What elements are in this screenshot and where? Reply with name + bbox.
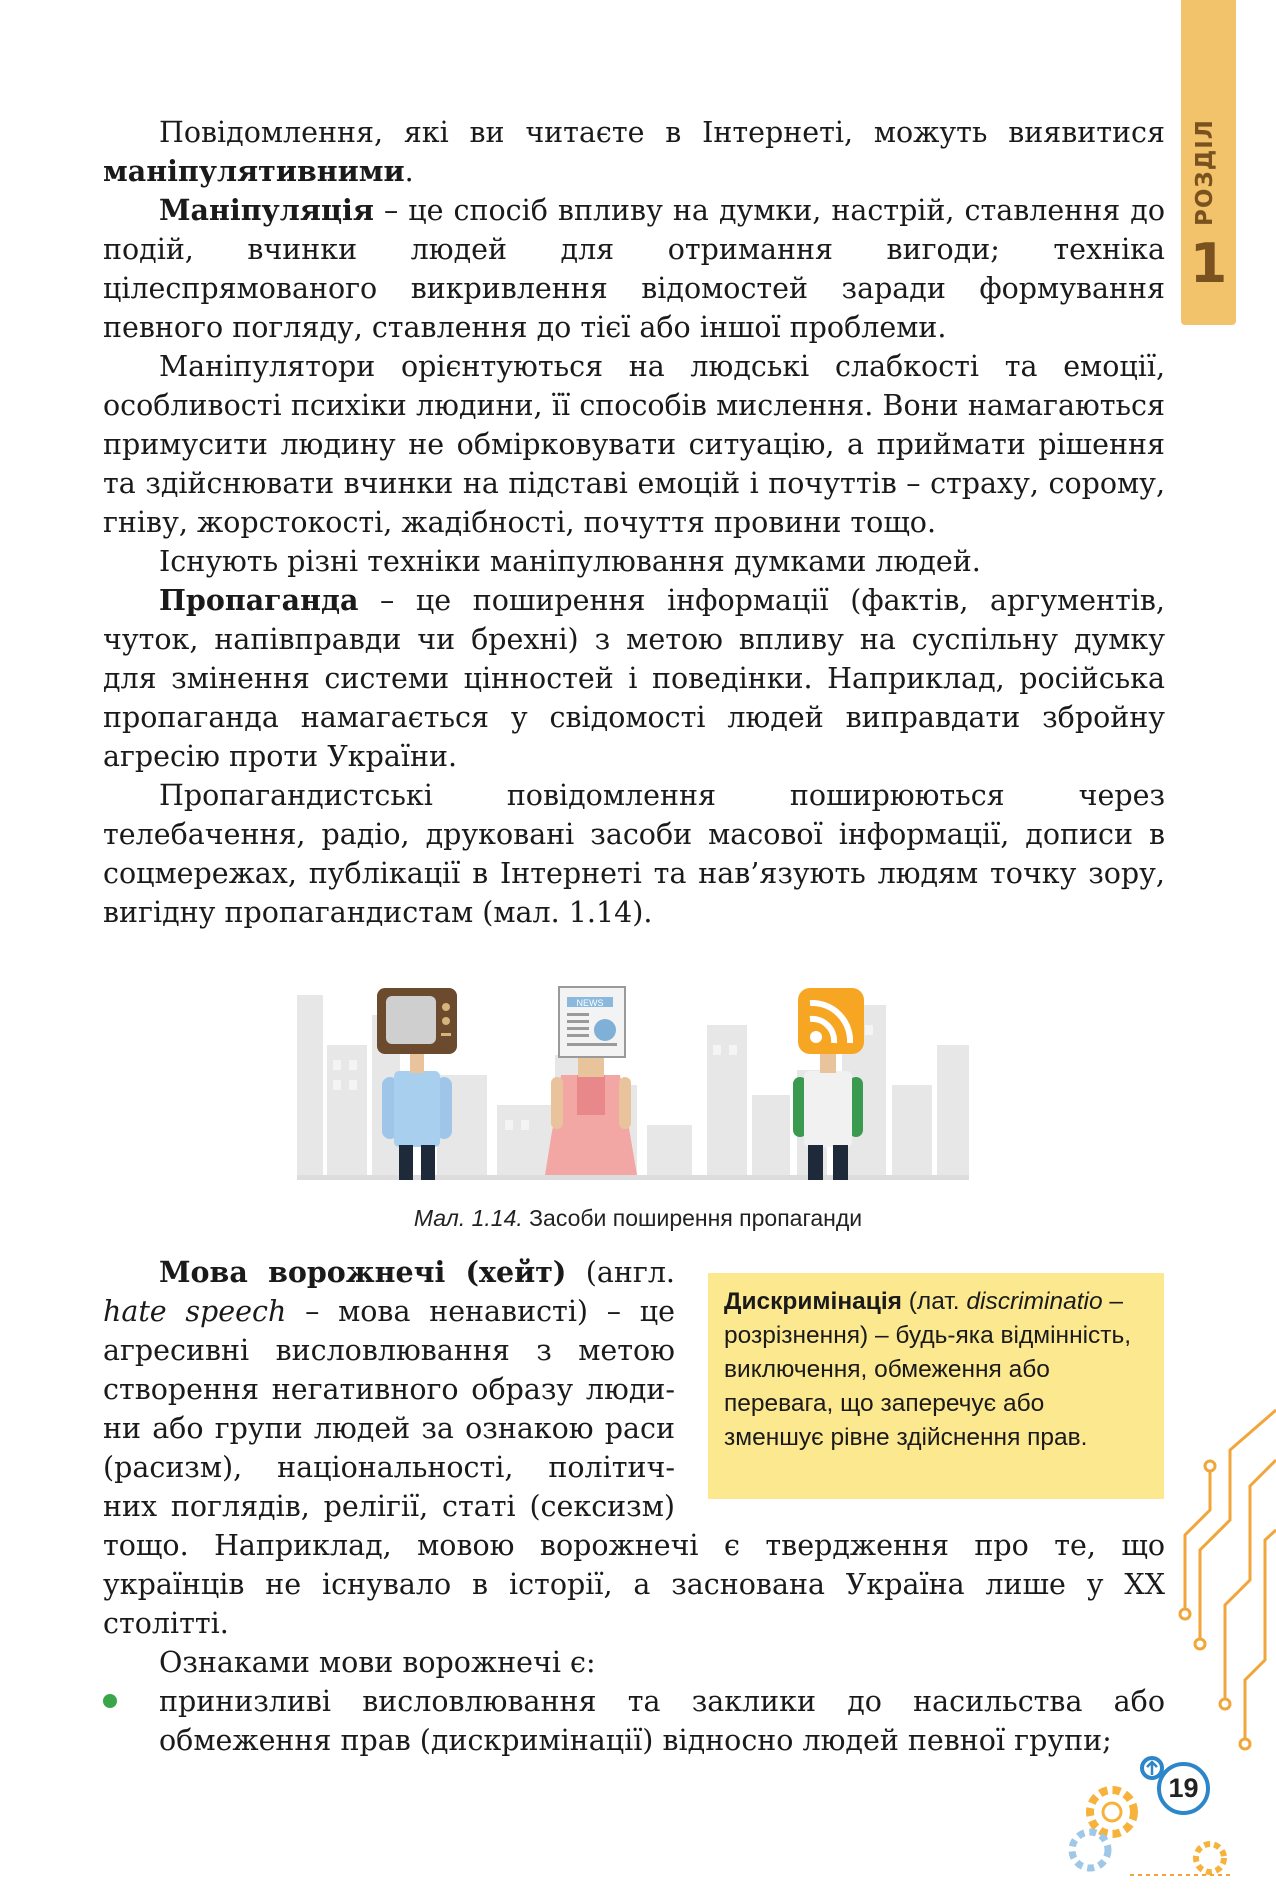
term-manipulative: маніпулятивними — [103, 154, 405, 188]
tv-icon — [377, 988, 457, 1054]
hate-speech-text — [103, 1253, 675, 1526]
main-text — [103, 113, 1165, 932]
paragraph-manipulation: Маніпуляція – це спосіб впливу на думки, настрій, ставлення до подій, вчинки людей для отримання вигоди; техніка цілеспрямованого викривлення відомостей заради формування певного погляду, ставлення до тієї або іншої проблеми. — [103, 193, 1165, 344]
section-tab-label: РОЗДІЛ — [1192, 119, 1218, 227]
definition-text: – розрізнення) – будь-яка відмінність, виключення, обмеження або перевага, що заперечує або зменшує рівне здійснення прав. — [724, 1288, 1132, 1451]
hate-line-2: hate speech – мова ненависті) – це — [103, 1295, 675, 1328]
term-manipulation: Маніпуляція — [159, 193, 374, 227]
newspaper-icon — [559, 987, 625, 1057]
hate-speech-continued — [103, 1526, 1165, 1760]
figure-caption — [0, 1205, 1276, 1232]
signs-intro: Ознаками мови ворожнечі є: — [159, 1646, 596, 1679]
hate-line-5: ни або групи людей за ознакою раси — [103, 1412, 675, 1445]
hate-line-7: них поглядів, релігії, статі (сексизм) — [103, 1490, 675, 1523]
list-item-text: принизливі висловлювання та заклики до насильства або обмеження прав (дискримінації) відносно людей певної групи; — [159, 1685, 1165, 1757]
gears-decoration-icon — [1060, 1740, 1276, 1890]
definition-latin: discriminatio — [966, 1288, 1103, 1315]
term-propaganda: Пропаганда — [159, 583, 359, 617]
section-tab-number: 1 — [1189, 232, 1228, 295]
hate-continuation: тощо. Наприклад, мовою ворожнечі є твердження про те, що українців не існувало в історії, а заснована Україна лише у ХХ столітті. — [103, 1529, 1165, 1640]
term-hate-speech-english: hate speech — [103, 1295, 287, 1328]
hate-line-6: (расизм), національності, політич- — [103, 1451, 675, 1484]
paragraph-propaganda-channels: Пропагандистські повідомлення поширюються через телебачення, радіо, друковані засоби масової інформації, дописи в соцмережах, публікації в Інтернеті та нав’язують людям точку зору, вигідну пропагандистам (мал. 1.14). — [103, 779, 1165, 929]
figure-caption-label: Мал. 1.14. — [413, 1205, 523, 1231]
paragraph-manipulators: Маніпулятори орієнтуються на людські слабкості та емоції, особливості психіки людини, її способів мислення. Вони намагаються примусити людину не обмірковувати ситуацію, а приймати рішення та здійснювати вчинки на підставі емоцій і почуттів – страху, сорому, гніву, жорстокості, жадібності, почуття провини тощо. — [103, 350, 1165, 539]
bullet-icon — [103, 1694, 117, 1708]
figure-caption-text: Засоби поширення пропаганди — [522, 1205, 863, 1231]
paragraph-propaganda: Пропаганда – це поширення інформації (фактів, аргументів, чуток, напівправди чи брехні) з метою впливу на суспільну думку для змінення системи цінностей і поведінки. Наприклад, російська пропаганда намагається у свідомості людей виправдати збройну агресію проти України. — [103, 583, 1165, 773]
list-item — [103, 1682, 1165, 1760]
term-hate-speech: Мова ворожнечі (хейт) — [159, 1255, 567, 1289]
hate-line-3: агресивні висловлювання з метою — [103, 1334, 675, 1367]
hate-line-1: Мова ворожнечі (хейт) (англ. — [159, 1255, 675, 1289]
rss-icon — [798, 988, 864, 1054]
propaganda-illustration — [297, 985, 969, 1180]
paragraph-techniques: Існують різні техніки маніпулювання думками людей. — [159, 545, 981, 578]
hate-line-4: створення негативного образу люди- — [103, 1373, 675, 1406]
paragraph-intro: Повідомлення, які ви читаєте в Інтернеті, можуть виявитися маніпулятивними. — [103, 116, 1165, 188]
definition-term: Дискримінація — [724, 1288, 902, 1315]
circuit-decoration-icon — [1170, 1400, 1276, 1760]
definition-box: Дискримінація (лат. discriminatio – розрізнення) – будь-яка відмінність, виключення, обмеження або перевага, що заперечує або зменшує рівне здійснення прав. — [708, 1273, 1164, 1499]
newspaper-label: NEWS — [576, 998, 604, 1008]
page-number: 19 — [1157, 1762, 1210, 1815]
newspaper-head-figure — [545, 987, 637, 1175]
